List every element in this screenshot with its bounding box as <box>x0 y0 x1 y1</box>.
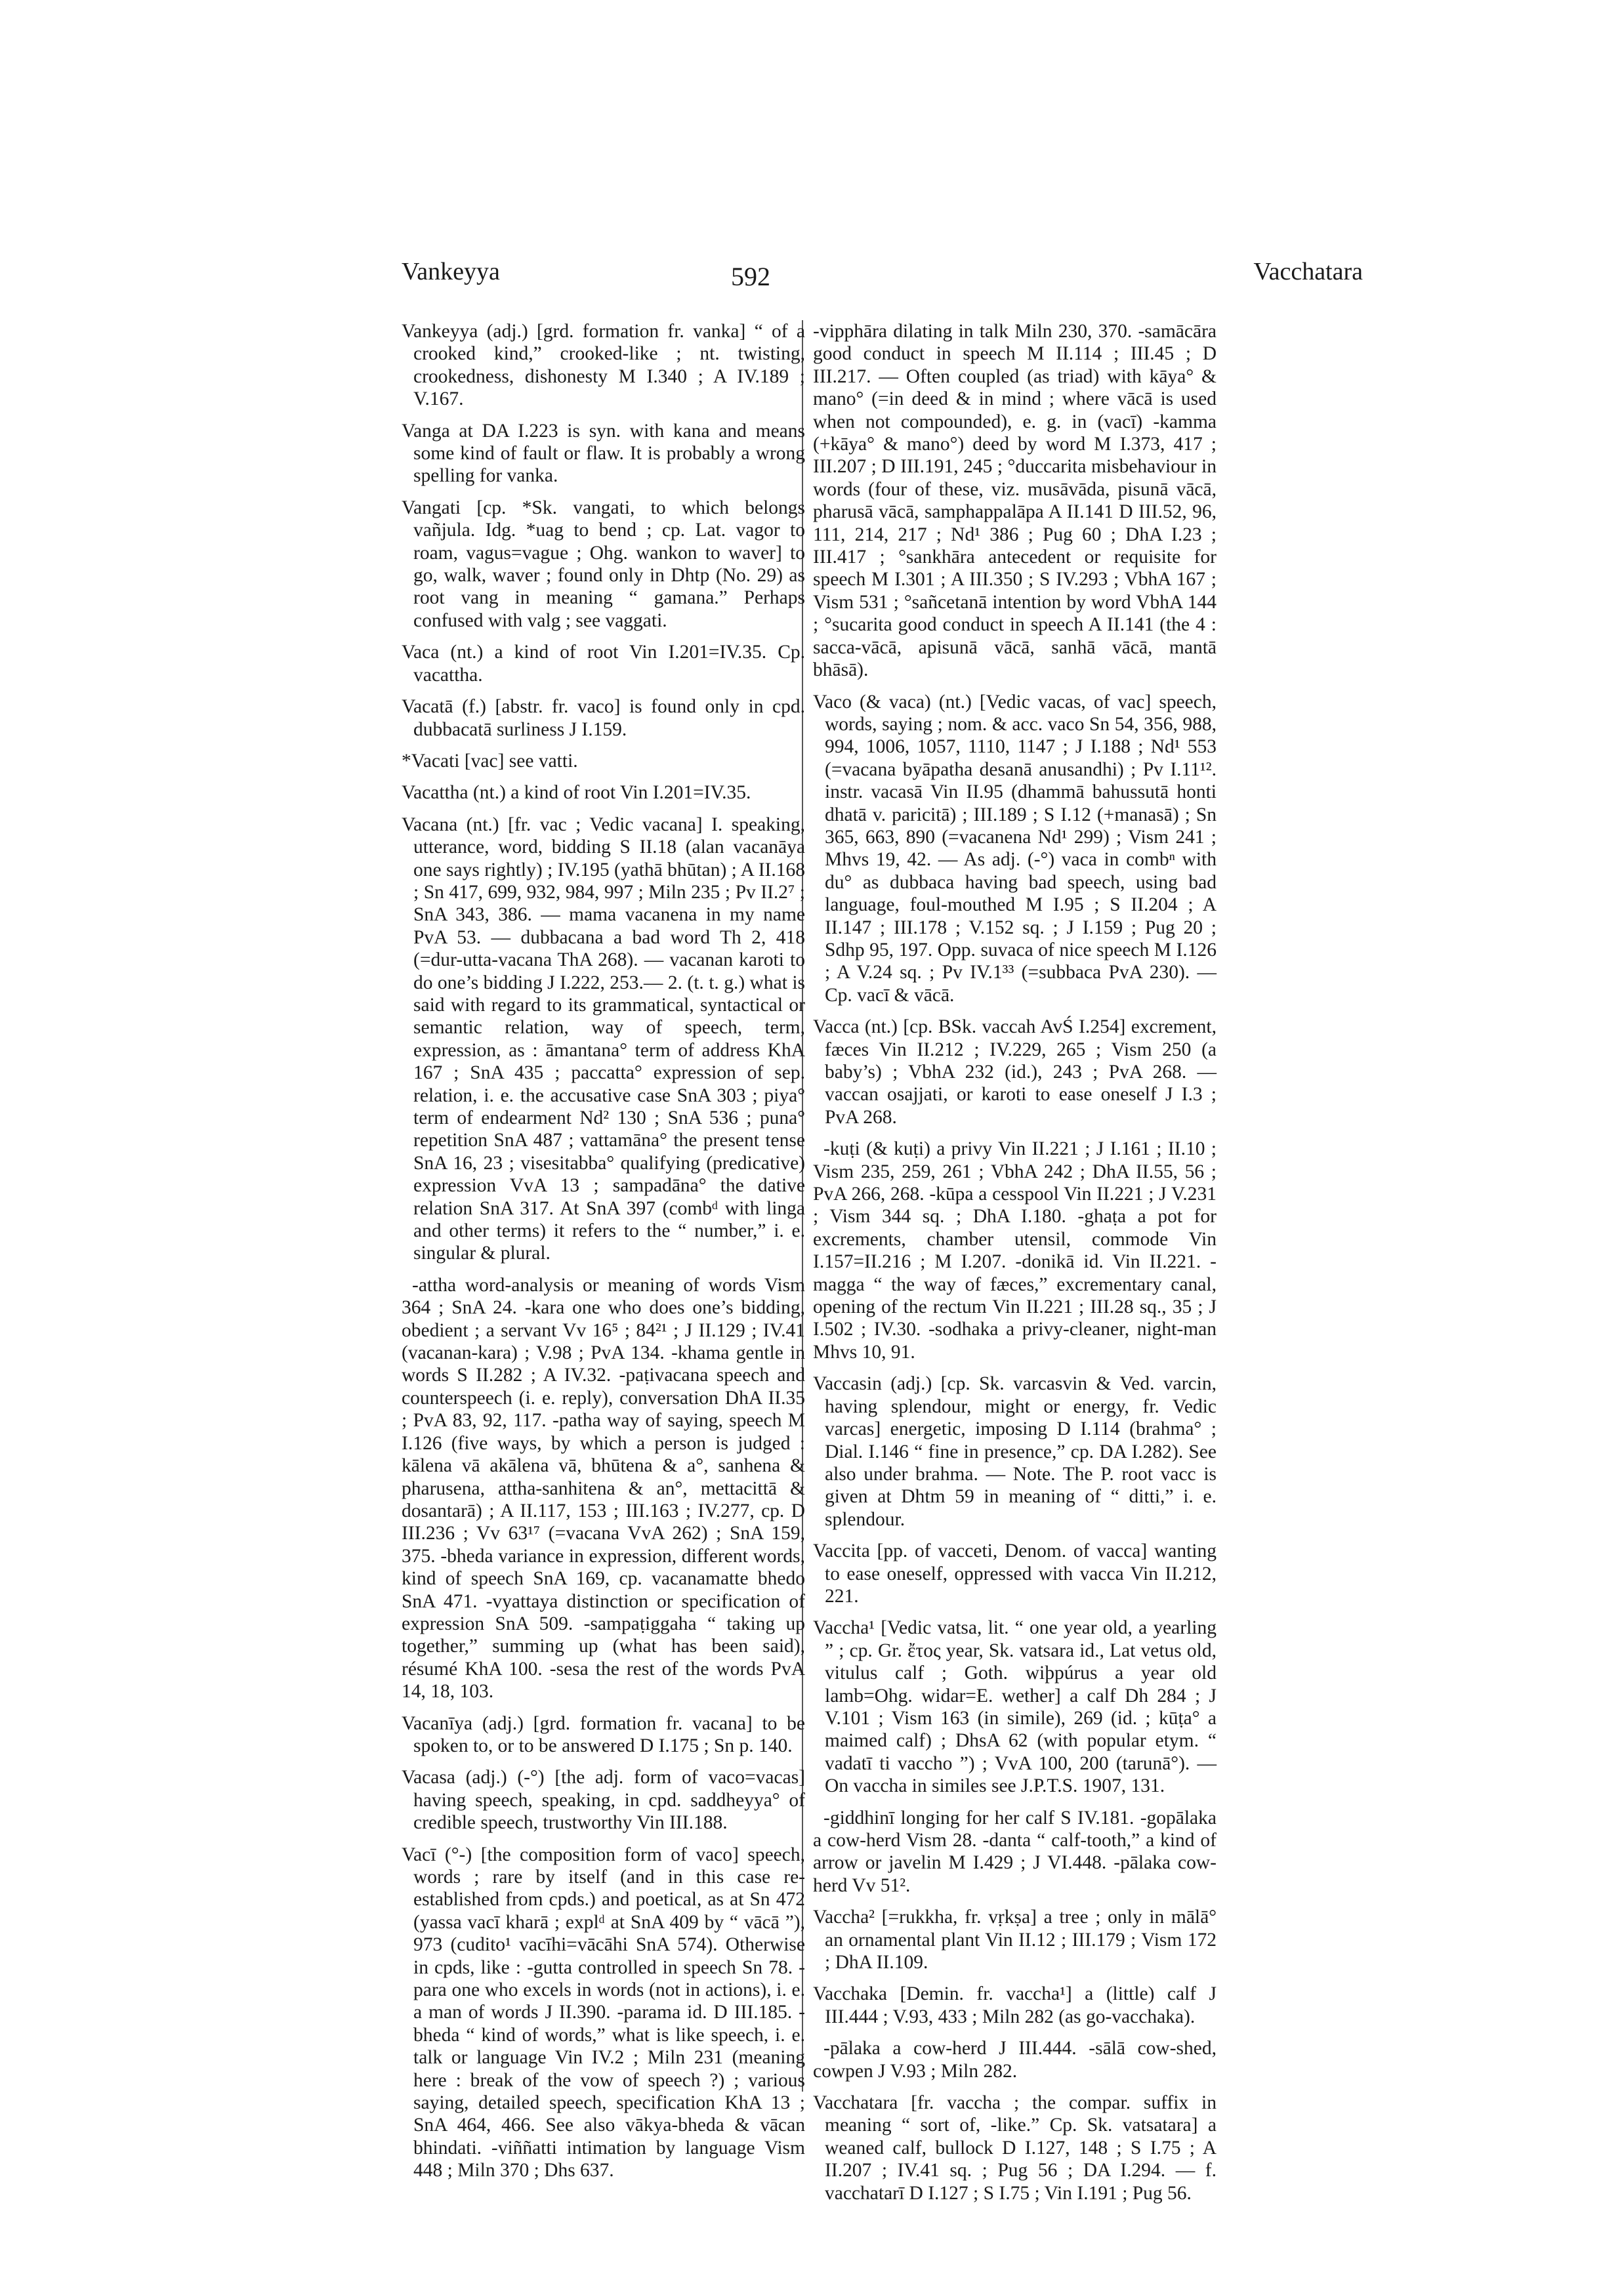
entry-vaccha-1-compounds: -giddhinī longing for her calf S IV.181. -gopālaka a cow-herd Vism 28. -danta “ calf-tooth,” a kind of arrow or javelin M I.429 ; J VI.448. -pālaka cow-herd Vv 51². <box>813 1807 1217 1896</box>
entry-vacaniya: Vacanīya (adj.) [grd. formation fr. vacana] to be spoken to, or to be answered D I.175 ; Sn p. 140. <box>402 1712 805 1756</box>
entry-vaccita: Vaccita [pp. of vacceti, Denom. of vacca] wanting to ease oneself, oppressed with vacca Vin II.212, 221. <box>813 1540 1217 1607</box>
entry-vacchaka: Vacchaka [Demin. fr. vaccha¹] a (little) calf J III.444 ; V.93, 433 ; Miln 282 (as go-vacchaka). <box>813 1983 1217 2027</box>
entry-vacana-compounds: -attha word-analysis or meaning of words Vism 364 ; SnA 24. -kara one who does one’s bidding, obedient ; a servant Vv 16⁵ ; 84²¹ ; J II.129 ; IV.41 (vacanan-kara) ; V.98 ; PvA 134. -khama gentle in words S II.282 ; A IV.32. -paṭivacana speech and counterspeech (i. e. reply), conversation DhA II.35 ; PvA 83, 92, 117. -patha way of saying, speech M I.126 (five ways, by which a person is judged : kālena vā akālena vā, bhūtena & a°, sanhena & pharusena, attha-sanhitena & an°, mettacittā & dosantarā) ; A II.117, 153 ; III.163 ; IV.277, cp. D III.236 ; Vv 63¹⁷ (=vacana VvA 262) ; SnA 159, 375. -bheda variance in expression, different words, kind of speech SnA 169, cp. vacanamatte bhedo SnA 471. -vyattaya distinction or specification of expression SnA 509. -sampaṭiggaha “ taking up together,” summing up (what has been said), résumé KhA 100. -sesa the rest of the words PvA 14, 18, 103. <box>402 1274 805 1703</box>
entry-vaco: Vaco (& vaca) (nt.) [Vedic vacas, of vac] speech, words, saying ; nom. & acc. vaco Sn 54, 356, 988, 994, 1006, 1057, 1110, 1147 ; J I.188 ; Nd¹ 553 (=vacana byāpatha desanā anusandhi) ; Pv I.11¹². instr. vacasā Vin II.95 (dhammā bahussutā honti dhatā v. paricitā) ; III.189 ; S I.12 (+manasā) ; Sn 365, 663, 890 (=vacanena Nd¹ 299) ; Vism 241 ; Mhvs 19, 42. — As adj. (-°) vaca in combⁿ with du° as dubbaca having bad speech, using bad language, foul-mouthed M I.95 ; S II.204 ; A II.147 ; III.178 ; V.152 sq. ; J I.159 ; Pug 20 ; Sdhp 95, 197. Opp. suvaca of nice speech M I.126 ; A V.24 sq. ; Pv IV.1³³ (=subbaca PvA 230). — Cp. vacī & vācā. <box>813 691 1217 1006</box>
entry-vacchaka-compounds: -pālaka a cow-herd J III.444. -sālā cow-shed, cowpen J V.93 ; Miln 282. <box>813 2038 1217 2082</box>
entry-vacati: *Vacati [vac] see vatti. <box>402 750 578 772</box>
running-header <box>402 252 1363 291</box>
entry-vaccasin: Vaccasin (adj.) [cp. Sk. varcasvin & Ved. varcin, having splendour, might or energy, fr. Vedic varcas] energetic, imposing D I.114 (brahma° ; Dial. I.146 “ fine in presence,” cp. DA I.282). See also under brahma. — Note. The P. root vacc is given at Dhtm 59 in meaning of “ ditti,” i. e. splendour. <box>813 1373 1217 1530</box>
entry-vacana: Vacana (nt.) [fr. vac ; Vedic vacana] I. speaking, utterance, word, bidding S II.18 (alan vacanāya one says rightly) ; IV.195 (yathā bhūtan) ; A II.168 ; Sn 417, 699, 932, 984, 997 ; Miln 235 ; Pv II.2⁷ ; SnA 343, 386. — mama vacanena in my name PvA 53. — dubbacana a bad word Th 2, 418 (=dur-utta-vacana ThA 268). — vacanan karoti to do one’s bidding J I.222, 253.— 2. (t. t. g.) what is said with regard to its grammatical, syntactical or semantic relation, way of speech, term, expression, as : āmantana° term of address KhA 167 ; SnA 435 ; paccatta° expression of sep. relation, i. e. the accusative case SnA 303 ; piya° term of endearment Nd² 130 ; SnA 536 ; puna° repetition SnA 487 ; vattamāna° the present tense SnA 16, 23 ; visesitabba° qualifying (predicative) expression VvA 13 ; sampadāna° the dative relation SnA 317. At SnA 397 (combᵈ with linga and other terms) it refers to the “ number,” i. e. singular & plural. <box>402 814 805 1264</box>
entry-vangati: Vangati [cp. *Sk. vangati, to which belongs vañjula. Idg. *uag to bend ; cp. Lat. vagor to roam, vagus=vague ; Ohg. wankon to waver] to go, walk, waver ; found only in Dhtp (No. 29) as root vang in meaning “ gamana.” Perhaps confused with valg ; see vaggati. <box>402 497 805 631</box>
page-number: 592 <box>731 262 770 291</box>
entry-vacattha: Vacattha (nt.) a kind of root Vin I.201=IV.35. <box>402 782 751 804</box>
entry-vaci: Vacī (°-) [the composition form of vaco] speech, words ; rare by itself (and in this case re-established from cpds.) and poetical, as at Sn 472 (yassa vacī kharā ; explᵈ at SnA 409 by “ vācā ”), 973 (cudito¹ vacīhi=vācāhi SnA 574). Otherwise in cpds, like : -gutta controlled in speech Sn 78. -para one who excels in words (not in actions), i. e. a man of words J II.390. -parama id. D III.185. -bheda “ kind of words,” what is like speech, i. e. talk or language Vin IV.2 ; Miln 231 (meaning here : break of the vow of speech ?) ; various saying, detailed speech, specification KhA 13 ; SnA 464, 466. See also vākya-bheda & vācan bhindati. -viññatti intimation by language Vism 448 ; Miln 370 ; Dhs 637. <box>402 1844 805 2181</box>
entry-vaci-continued: -vipphāra dilating in talk Miln 230, 370. -samācāra good conduct in speech M II.114 ; III.45 ; D III.217. — Often coupled (as triad) with kāya° & mano° (=in deed & in mind ; where vācā is used when not compounded), e. g. in (vacī) -kamma (+kāya° & mano°) deed by word M I.373, 417 ; III.207 ; D III.191, 245 ; °duccarita misbehaviour in words (four of these, viz. musāvāda, pisunā vācā, pharusā vācā, samphappalāpa A II.141 D III.52, 96, 111, 214, 217 ; Nd¹ 386 ; Pug 60 ; DhA I.23 ; III.417 ; °sankhāra antecedent or requisite for speech M I.301 ; A III.350 ; S IV.293 ; VbhA 167 ; Vism 531 ; °sañcetanā intention by word VbhA 144 ; °sucarita good conduct in speech A II.141 (the 4 : sacca-vācā, apisunā vācā, sanhā vācā, mantā bhāsā). <box>813 321 1217 681</box>
left-column <box>402 320 805 2191</box>
entry-vaccha-1: Vaccha¹ [Vedic vatsa, lit. “ one year old, a yearling ” ; cp. Gr. ἔτος year, Sk. vatsara id., Lat vetus old, vitulus calf ; Goth. wiþpúrus a year old lamb=Ohg. widar=E. wether] a calf Dh 284 ; J V.101 ; Vism 163 (in simile), 269 (id. ; kūṭa° a maimed calf) ; DhsA 62 (with popular etym. “ vadatī ti vaccho ”) ; VvA 100, 200 (tarunā°). — On vaccha in similes see J.P.T.S. 1907, 131. <box>813 1617 1217 1797</box>
entry-vaccha-2: Vaccha² [=rukkha, fr. vṛkṣa] a tree ; only in mālā° an ornamental plant Vin II.12 ; III.179 ; Vism 172 ; DhA II.109. <box>813 1907 1217 1974</box>
entry-vacca-compounds: -kuṭi (& kuṭi) a privy Vin II.221 ; J I.161 ; II.10 ; Vism 235, 259, 261 ; VbhA 242 ; DhA II.55, 56 ; PvA 266, 268. -kūpa a cesspool Vin II.221 ; J V.231 ; Vism 344 sq. ; DhA I.180. -ghaṭa a pot for excrements, chamber utensil, commode Vin I.157=II.216 ; M I.207. -donikā id. Vin II.221. -magga “ the way of fæces,” excrementary canal, opening of the rectum Vin II.221 ; III.28 sq., 35 ; J I.502 ; IV.30. -sodhaka a privy-cleaner, night-man Mhvs 10, 91. <box>813 1138 1217 1363</box>
entry-vanga: Vanga at DA I.223 is syn. with kana and means some kind of fault or flaw. It is probably a wrong spelling for vanka. <box>402 420 805 487</box>
entry-vacata: Vacatā (f.) [abstr. fr. vaco] is found only in cpd. dubbacatā surliness J I.159. <box>402 696 805 740</box>
entry-vaca: Vaca (nt.) a kind of root Vin I.201=IV.35. Cp. vacattha. <box>402 642 805 686</box>
right-column <box>813 320 1217 2214</box>
entry-vacca: Vacca (nt.) [cp. BSk. vaccah AvŚ I.254] excrement, fæces Vin II.212 ; IV.229, 265 ; Vism 250 (a baby’s) ; VbhA 232 (id.), 243 ; PvA 268. — vaccan osajjati, or karoti to ease oneself J I.3 ; PvA 268. <box>813 1016 1217 1128</box>
header-last-headword: Vacchatara <box>1253 258 1363 285</box>
entry-vacchatara: Vacchatara [fr. vaccha ; the compar. suffix in meaning “ sort of, -like.” Cp. Sk. vatsatara] a weaned calf, bullock D I.127, 148 ; S I.75 ; A II.207 ; IV.41 sq. ; Pug 56 ; DA I.294. — f. vacchatarī D I.127 ; S I.75 ; Vin I.191 ; Pug 56. <box>813 2092 1217 2204</box>
entry-vankeyya: Vankeyya (adj.) [grd. formation fr. vanka] “ of a crooked kind,” crooked-like ; nt. twisting, crookedness, dishonesty M I.340 ; A IV.189 ; V.167. <box>402 321 805 410</box>
entry-vacasa: Vacasa (adj.) (-°) [the adj. form of vaco=vacas] having speech, speaking, in cpd. saddheyya° of credible speech, trustworthy Vin III.188. <box>402 1767 805 1834</box>
header-first-headword: Vankeyya <box>402 258 500 285</box>
